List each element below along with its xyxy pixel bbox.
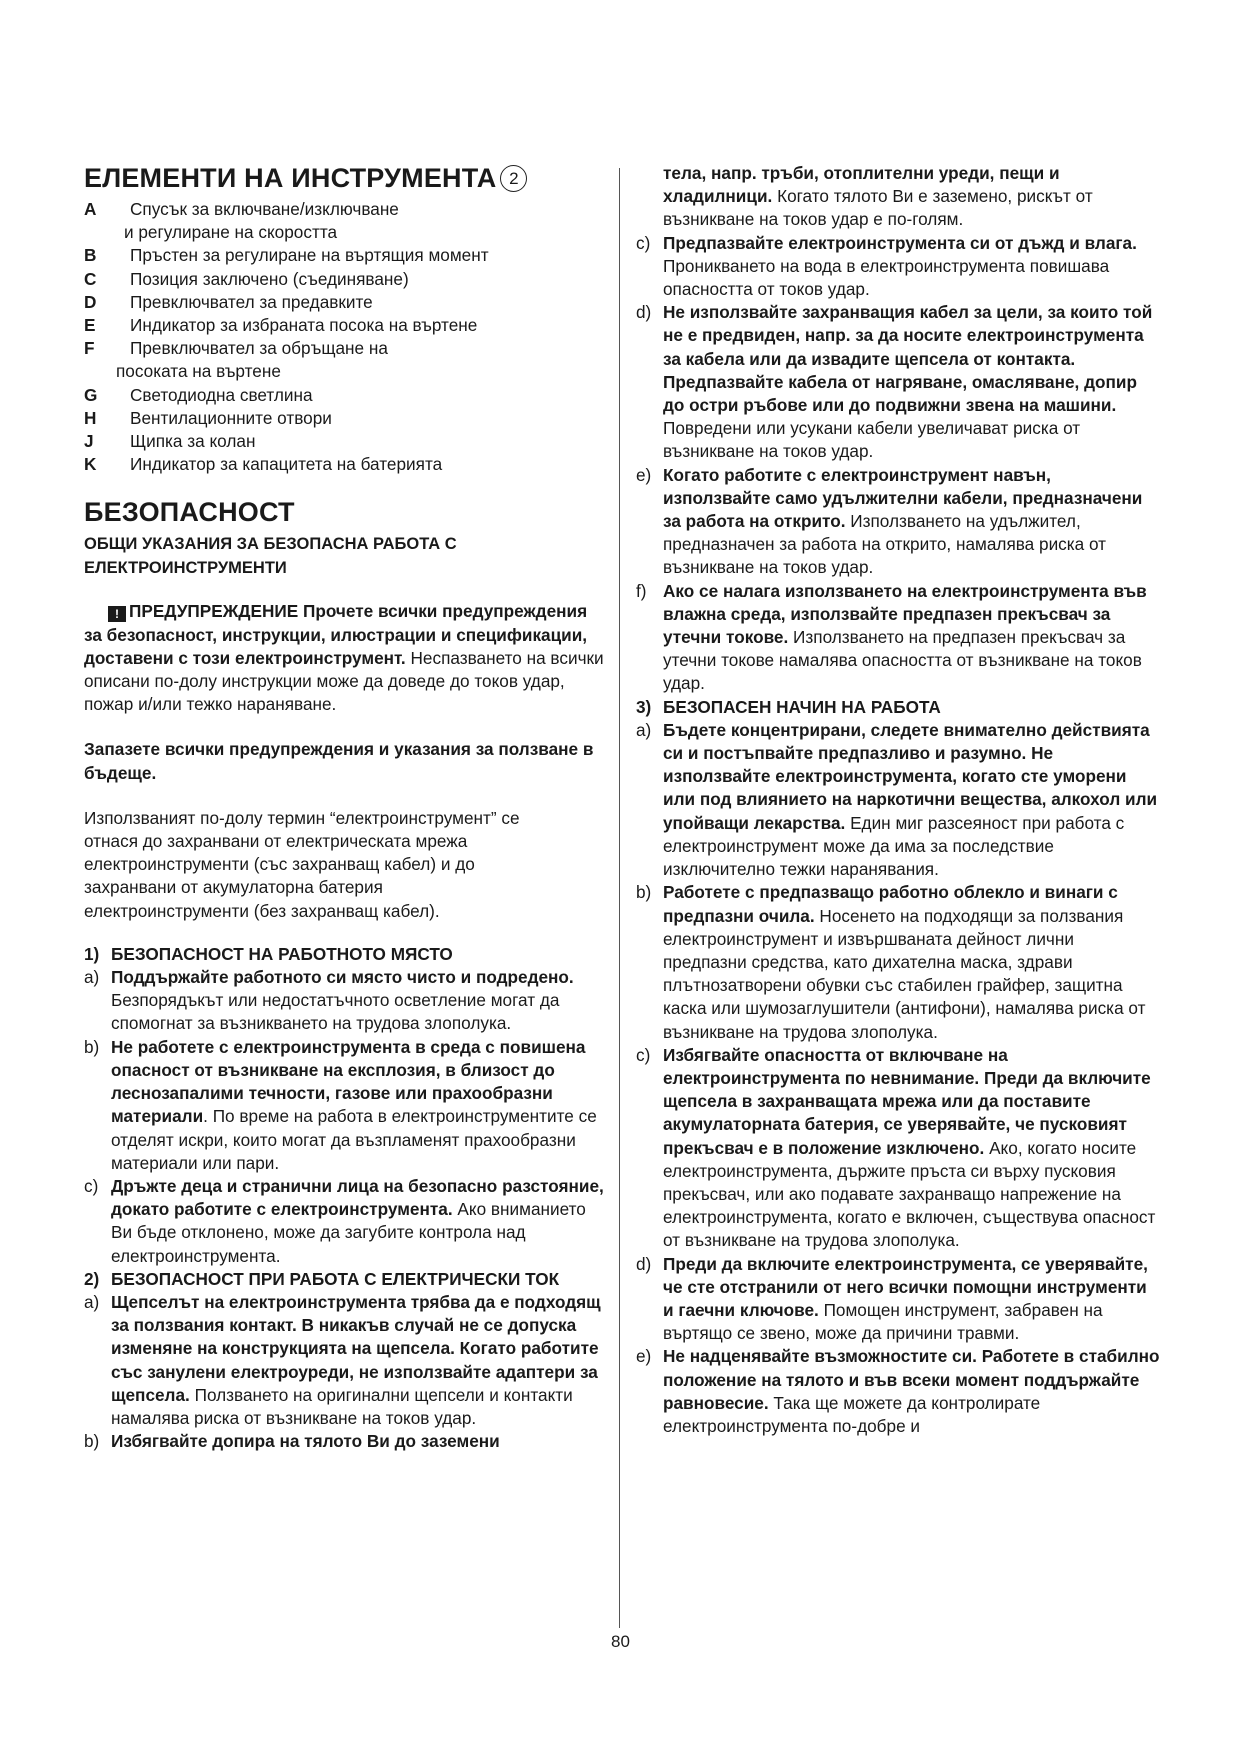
figure-ref-badge: 2 bbox=[500, 165, 527, 192]
section-1-heading: 1) БЕЗОПАСНОСТ НА РАБОТНОТО МЯСТО bbox=[84, 943, 453, 964]
term-definition: Използваният по-долу термин “електроинструмент” се отнася до захранвани от електрическата мрежа електроинструменти (със захранващ кабел) и до захранвани от акумулаторна батерия електроинструменти (без захранващ кабел). bbox=[84, 807, 520, 921]
list-item: e) Не надценявайте възможностите си. Работете в стабилно положение на тялото и във всеки момент поддържайте равновесие. Така ще можете да контролирате електроинструмента по-добре и bbox=[636, 1346, 1160, 1436]
page-number: 80 bbox=[611, 1632, 630, 1651]
right-column bbox=[636, 162, 1160, 1438]
list-item: d) Не използвайте захранващия кабел за цели, за които той не е предвиден, напр. за да носите електроинструмента за кабела или да извадите щепсела от контакта. Предпазвайте кабела от нагряване, омасляване, допир до остри ръбове или до подвижни звена на машини. Повредени или усукани кабели увеличават риска от възникване на токов удар. bbox=[636, 302, 1153, 462]
list-item: c) Дръжте деца и странични лица на безопасно разстояние, докато работите с електроинструмента. Ако вниманието Ви бъде отклонено, може да загубите контрола над електроинструмента. bbox=[84, 1175, 604, 1266]
component-item: F Превключвател за обръщане на bbox=[84, 338, 388, 359]
keep-instructions: Запазете всички предупреждения и указания за ползване в бъдеще. bbox=[84, 739, 594, 783]
component-item: C Позиция заключено (съединяване) bbox=[84, 268, 409, 289]
section-3-heading: 3) БЕЗОПАСЕН НАЧИН НА РАБОТА bbox=[636, 696, 941, 717]
component-item: J Щипка за колан bbox=[84, 431, 256, 452]
left-column bbox=[84, 162, 606, 1453]
list-item-cont: тела, напр. тръби, отоплителни уреди, пещи и хладилници. Когато тялото Ви е заземено, рискът от възникване на токов удар е по-голям. bbox=[663, 163, 1093, 230]
component-item: B Пръстен за регулиране на въртящия момент bbox=[84, 245, 489, 266]
component-item-cont: и регулиране на скоростта bbox=[124, 222, 338, 243]
component-item: E Индикатор за избраната посока на въртене bbox=[84, 315, 478, 336]
list-item: a) Поддържайте работното си място чисто и подредено. Безпорядъкът или недостатъчното осветление могат да спомогнат за възникването на трудова злополука. bbox=[84, 967, 574, 1034]
list-item: b) Работете с предпазващо работно облекло и винаги с предпазни очила. Носенето на подходящи за ползвания електроинструмент и извършваната дейност лични предпазни средства, като дихателна маска, здрави плътнозатворени обувки със стабилен грайфер, защитна каска или шумозаглушители (антифони), намалява риска от възникване на трудова злополука. bbox=[636, 882, 1146, 1042]
list-item: e) Когато работите с електроинструмент навън, използвайте само удължителни кабели, предназначени за работа на открито. Използването на удължител, предназначен за работа на открито, намалява риска от възникване на токов удар. bbox=[636, 464, 1143, 578]
list-item: c) Предпазвайте електроинструмента си от дъжд и влага. Проникването на вода в електроинструмента повишава опасността от токов удар. bbox=[636, 232, 1137, 300]
component-item-cont: посоката на въртене bbox=[116, 361, 281, 382]
section-2-heading: 2) БЕЗОПАСНОСТ ПРИ РАБОТА С ЕЛЕКТРИЧЕСКИ ТОК bbox=[84, 1268, 560, 1289]
list-item: b) Избягвайте допира на тялото Ви до заземени bbox=[84, 1431, 500, 1452]
list-item: a) Щепселът на електроинструмента трябва да е подходящ за ползвания контакт. В никакъв случай не се допуска изменяне на конструкцията на щепсела. Когато работите със занулени електроуреди, не използвайте адаптери за щепсела. Ползването на оригинални щепсели и контакти намалява риска от възникване на токов удар. bbox=[84, 1291, 601, 1428]
component-item: D Превключвател за предавките bbox=[84, 291, 373, 312]
components-title: ЕЛЕМЕНТИ НА ИНСТРУМЕНТА 2 bbox=[84, 162, 606, 194]
list-item: d) Преди да включите електроинструмента, се уверявайте, че сте отстранили от него всички помощни инструменти и гаечни ключове. Помощен инструмент, забравен на въртящо се звено, може да причини травми. bbox=[636, 1253, 1148, 1344]
safety-subtitle: ОБЩИ УКАЗАНИЯ ЗА БЕЗОПАСНА РАБОТА С ЕЛЕКТРОИНСТРУМЕНТИ bbox=[84, 535, 457, 578]
list-item: b) Не работете с електроинструмента в среда с повишена опасност от възникване на експлозия, в близост до леснозапалими течности, газове или прахообразни материали. По време на работа в електроинструментите се отделят искри, които могат да възпламенят прахообразни материали или пари. bbox=[84, 1036, 597, 1173]
list-item: a) Бъдете концентрирани, следете внимателно действията си и постъпвайте предпазливо и разумно. Не използвайте електроинструмента, когато сте уморени или под влиянието на наркотични вещества, алкохол или упойващи лекарства. Един миг разсеяност при работа с електроинструмент може да има за последствие изключително тежки наранявания. bbox=[636, 719, 1158, 880]
warning-triangle-icon: ! bbox=[108, 606, 126, 622]
component-item: H Вентилационните отвори bbox=[84, 407, 332, 428]
list-item: f) Ако се налага използването на електроинструмента във влажна среда, използвайте предпазен прекъсвач за утечни токове. Използването на предпазен прекъсвач за утечни токове намалява опасността от възникване на токов удар. bbox=[636, 580, 1147, 694]
component-item: G Светодиодна светлина bbox=[84, 384, 313, 405]
component-item: A Спусък за включване/изключване bbox=[84, 199, 399, 219]
safety-title: БЕЗОПАСНОСТ bbox=[84, 497, 295, 528]
warning-paragraph: ! ПРЕДУПРЕЖДЕНИЕ Прочете всички предупреждения за безопасност, инструкции, илюстрации и спецификации, доставени с този електроинструмент. Неспазването на всички описани по-долу инструкции може да доведе до токов удар, пожар и/или тежко нараняване. bbox=[84, 601, 604, 715]
list-item: c) Избягвайте опасността от включване на електроинструмента по невнимание. Преди да включите щепсела в захранващата мрежа или да поставите акумулаторната батерия, се уверявайте, че пусковият прекъсвач е в положение изключено. Ако, когато носите електроинструмента, държите пръста си върху пусковия прекъсвач, или ако подавате захранващо напрежение на електроинструмента, когато е включен, съществува опасност от възникване на трудова злополука. bbox=[636, 1044, 1156, 1251]
component-item: K Индикатор за капацитета на батерията bbox=[84, 454, 443, 475]
column-divider bbox=[619, 168, 620, 1628]
